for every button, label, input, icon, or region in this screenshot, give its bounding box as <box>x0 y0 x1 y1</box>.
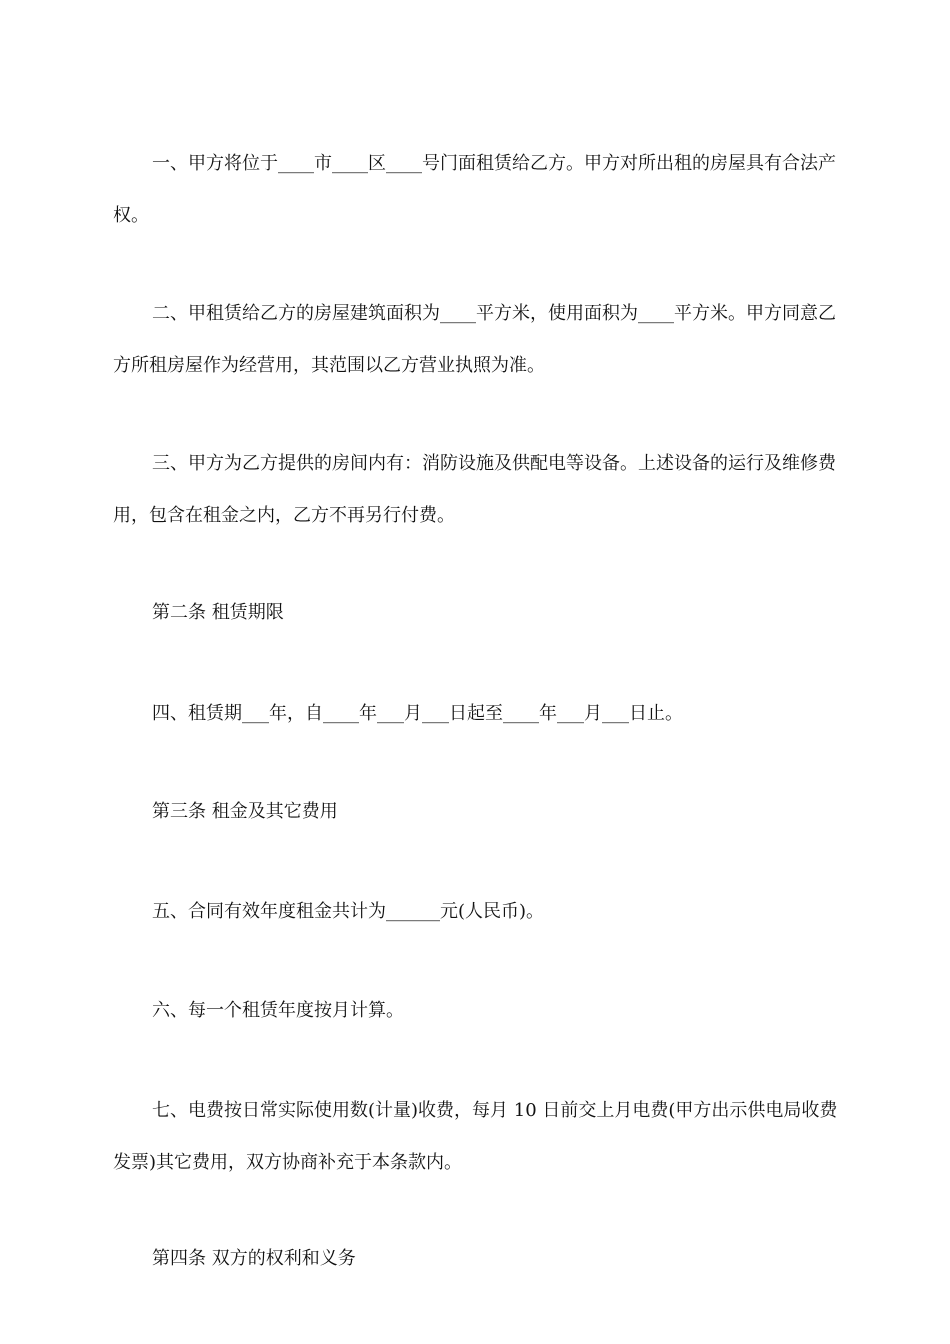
article-3-heading: 第三条 租金及其它费用 <box>152 801 338 822</box>
clause-2-paragraph: 二、甲租赁给乙方的房屋建筑面积为____平方米，使用面积为____平方米。甲方同意乙方所租房屋作为经营用，其范围以乙方营业执照为准。 <box>113 303 836 376</box>
clause-6-paragraph: 六、每一个租赁年度按月计算。 <box>152 1000 404 1021</box>
clause-7-paragraph: 七、电费按日常实际使用数(计量)收费，每月 10 日前交上月电费(甲方出示供电局收费发票)其它费用，双方协商补充于本条款内。 <box>113 1100 838 1173</box>
clause-3-paragraph: 三、甲方为乙方提供的房间内有：消防设施及供配电等设备。上述设备的运行及维修费用，包含在租金之内，乙方不再另行付费。 <box>113 453 836 526</box>
clause-4-paragraph: 四、租赁期___年，自____年___月___日起至____年___月___日止。 <box>152 703 683 724</box>
clause-5-paragraph: 五、合同有效年度租金共计为______元(人民币)。 <box>152 901 545 922</box>
article-4-heading: 第四条 双方的权利和义务 <box>152 1248 356 1269</box>
article-2-heading: 第二条 租赁期限 <box>152 602 284 623</box>
clause-1-paragraph: 一、甲方将位于____市____区____号门面租赁给乙方。甲方对所出租的房屋具有合法产权。 <box>113 153 836 226</box>
